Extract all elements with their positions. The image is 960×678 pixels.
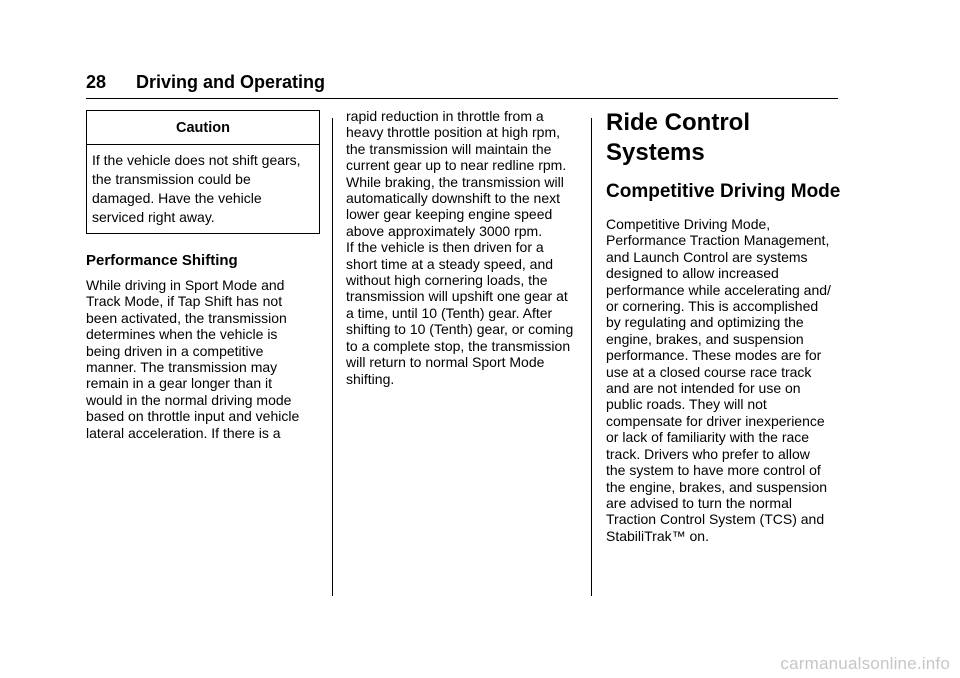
column-left	[86, 110, 320, 441]
page-number: 28	[86, 72, 107, 92]
competitive-driving-heading: Competitive Driving Mode	[606, 181, 841, 202]
page-header	[86, 70, 838, 99]
column-right	[606, 108, 842, 544]
watermark: carmanualsonline.info	[780, 654, 950, 673]
performance-shifting-text-continued: rapid reduction in throttle from a heavy throttle position at high rpm, the transmission will maintain the current gear up to near redline rpm. While braking, the transmission will automatically downshift to the next lower gear keeping engine speed above approximately 3000 rpm. If the vehicle is then driven for a short time at a steady speed, and without high cornering loads, the transmission will upshift one gear at a time, until 10 (Tenth) gear. After shifting to 10 (Tenth) gear, or coming to a complete stop, the transmission will return to normal Sport Mode shifting.	[346, 108, 574, 387]
caution-box	[86, 110, 320, 234]
competitive-driving-text: Competitive Driving Mode, Performance Traction Management, and Launch Control are systems designed to allow increased performance while accelerating and/ or cornering. This is accomplished by regulating and optimizing the engine, brakes, and suspension performance. These modes are for use at a closed course race track and are not intended for use on public roads. They will not compensate for driver inexperience or lack of familiarity with the race track. Drivers who prefer to allow the system to have more control of the engine, brakes, and suspension are advised to turn the normal Traction Control System (TCS) and StabiliTrak™ on.	[606, 216, 831, 544]
caution-text: If the vehicle does not shift gears, the transmission could be damaged. Have the vehicle serviced right away.	[92, 152, 301, 225]
column-divider	[591, 118, 592, 596]
column-middle	[346, 108, 582, 387]
column-divider	[332, 118, 333, 596]
section-title: Driving and Operating	[136, 72, 326, 92]
performance-shifting-heading: Performance Shifting	[86, 252, 238, 269]
performance-shifting-text: While driving in Sport Mode and Track Mode, if Tap Shift has not been activated, the transmission determines when the vehicle is being driven in a competitive manner. The transmission may remain in a gear longer than it would in the normal driving mode based on throttle input and vehicle lateral acceleration. If there is a	[86, 277, 300, 441]
caution-title: Caution	[87, 111, 319, 145]
ride-control-heading: Ride Control Systems	[606, 109, 750, 166]
